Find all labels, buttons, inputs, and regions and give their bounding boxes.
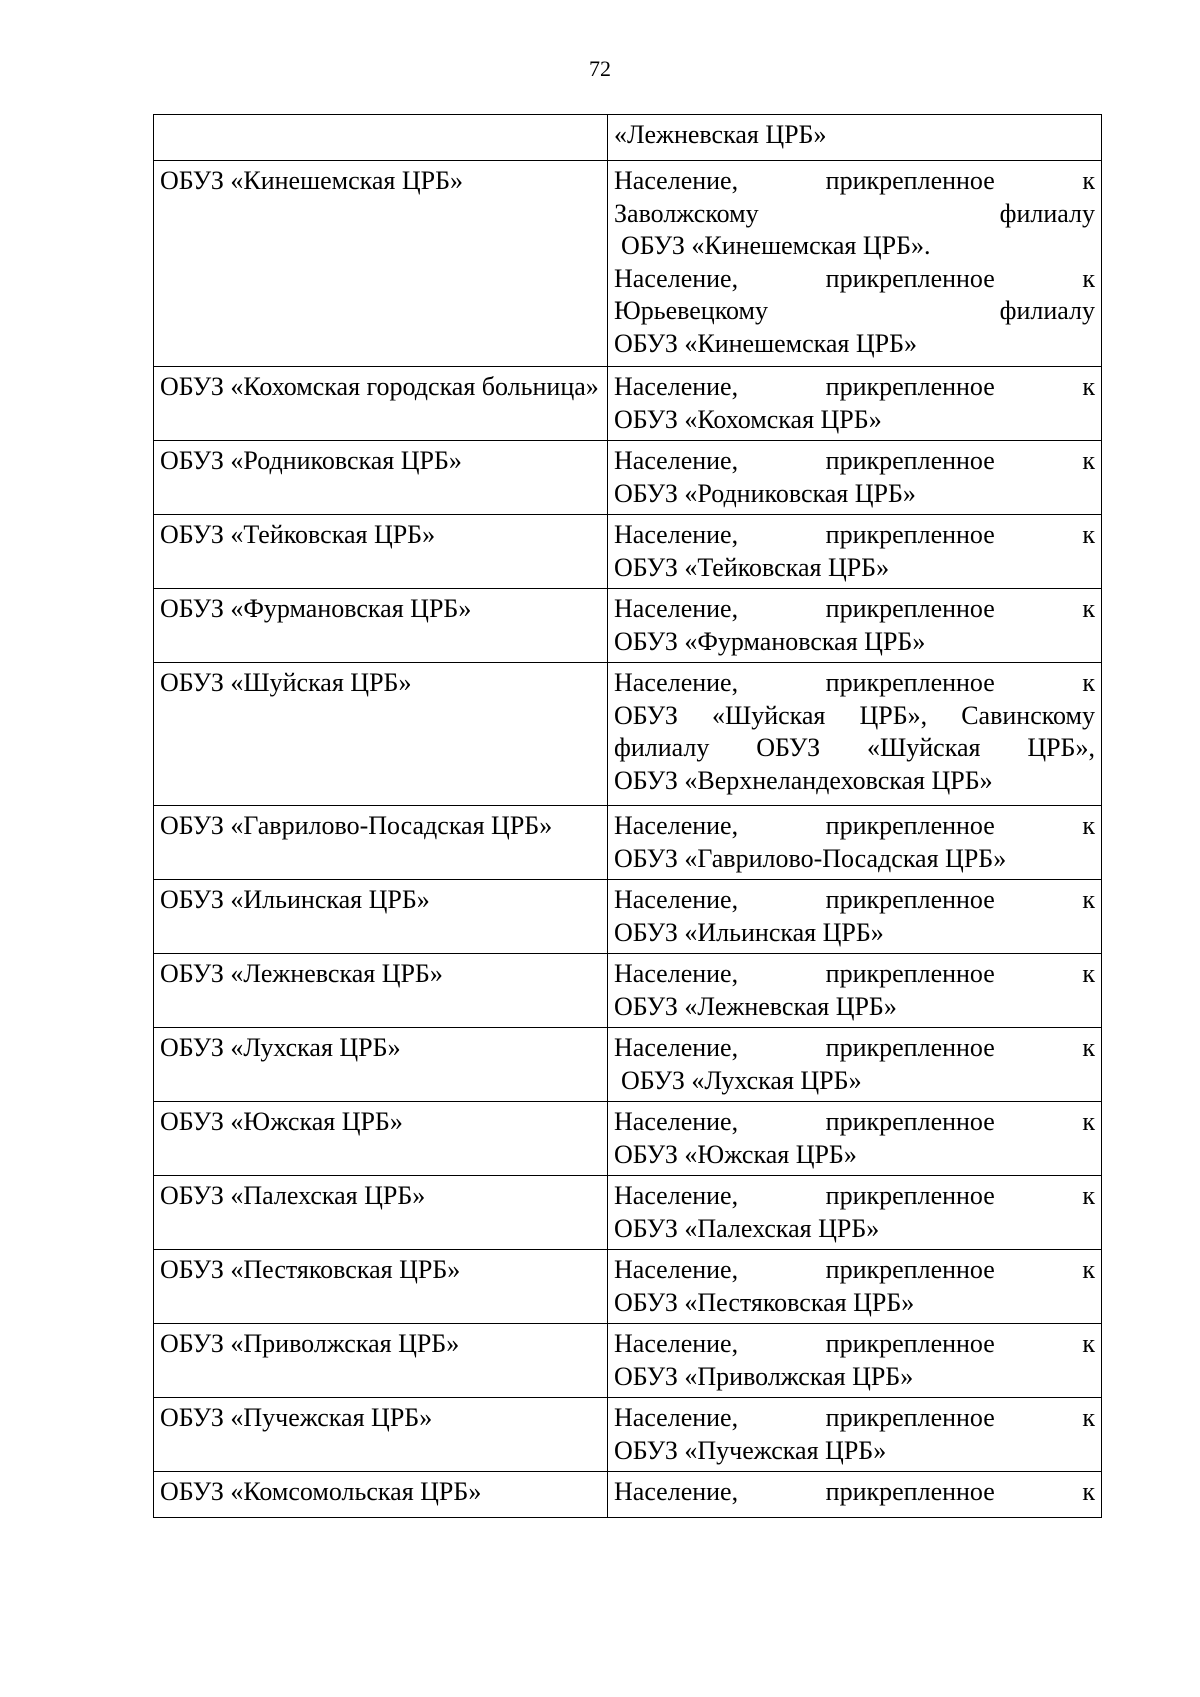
page-number: 72	[589, 56, 611, 81]
population-line: ОБУЗ «Ильинская ЦРБ»	[614, 917, 884, 947]
population-line: Население, прикрепленное к	[614, 1255, 1095, 1284]
population-line: ОБУЗ «Приволжская ЦРБ»	[614, 1361, 914, 1391]
population-line: Население, прикрепленное к	[614, 372, 1095, 401]
population-line: ОБУЗ «Кохомская ЦРБ»	[614, 404, 882, 434]
population-line: Население, прикрепленное к	[614, 1181, 1095, 1210]
population-line: «Лежневская ЦРБ»	[614, 120, 827, 149]
population-cell	[608, 161, 1102, 367]
population-cell	[608, 1398, 1102, 1472]
population-line: филиалу ОБУЗ «Шуйская ЦРБ»,	[614, 733, 1095, 762]
population-line: Население, прикрепленное к	[614, 594, 1095, 623]
population-line: Население, прикрепленное к	[614, 446, 1095, 475]
population-line: Население, прикрепленное к	[614, 1107, 1095, 1136]
population-cell	[608, 1250, 1102, 1324]
population-line: ОБУЗ «Фурмановская ЦРБ»	[614, 626, 926, 656]
organization-cell: ОБУЗ «Приволжская ЦРБ»	[154, 1324, 608, 1398]
table-row	[154, 1176, 1102, 1250]
population-line: ОБУЗ «Верхнеландеховская ЦРБ»	[614, 765, 993, 795]
organizations-table	[153, 114, 1102, 1518]
population-line: Население, прикрепленное к	[614, 520, 1095, 549]
organization-cell: ОБУЗ «Южская ЦРБ»	[154, 1102, 608, 1176]
organization-cell: ОБУЗ «Ильинская ЦРБ»	[154, 880, 608, 954]
population-line: Население, прикрепленное к	[614, 1403, 1095, 1432]
population-cell	[608, 441, 1102, 515]
organization-cell: ОБУЗ «Тейковская ЦРБ»	[154, 515, 608, 589]
population-cell	[608, 367, 1102, 441]
population-cell	[608, 115, 1102, 161]
organization-cell: ОБУЗ «Гаврилово-Посадская ЦРБ»	[154, 806, 608, 880]
population-line: ОБУЗ «Кинешемская ЦРБ».	[621, 231, 931, 260]
table-row	[154, 1324, 1102, 1398]
population-cell	[608, 1102, 1102, 1176]
table-row	[154, 1102, 1102, 1176]
population-cell	[608, 1324, 1102, 1398]
population-line: Заволжскому филиалу	[614, 198, 1095, 228]
table-row	[154, 161, 1102, 367]
population-line: ОБУЗ «Пучежская ЦРБ»	[614, 1435, 887, 1465]
table-row	[154, 880, 1102, 954]
population-cell	[608, 663, 1102, 806]
table-row	[154, 115, 1102, 161]
population-line: ОБУЗ «Гаврилово-Посадская ЦРБ»	[614, 843, 1007, 873]
population-line: Население, прикрепленное к	[614, 1329, 1095, 1358]
organization-cell: ОБУЗ «Комсомольская ЦРБ»	[154, 1472, 608, 1518]
table-body	[154, 115, 1102, 1518]
organization-cell: ОБУЗ «Палехская ЦРБ»	[154, 1176, 608, 1250]
organization-cell: ОБУЗ «Лежневская ЦРБ»	[154, 954, 608, 1028]
population-line: Население, прикрепленное к	[614, 668, 1095, 697]
population-cell	[608, 954, 1102, 1028]
population-line: ОБУЗ «Кинешемская ЦРБ»	[614, 328, 918, 358]
organization-cell: ОБУЗ «Пестяковская ЦРБ»	[154, 1250, 608, 1324]
population-line: ОБУЗ «Тейковская ЦРБ»	[614, 552, 890, 582]
organization-cell: ОБУЗ «Кохомская городская больница»	[154, 367, 608, 441]
table-row	[154, 1398, 1102, 1472]
population-line: Население, прикрепленное к	[614, 885, 1095, 914]
population-line: ОБУЗ «Пестяковская ЦРБ»	[614, 1287, 915, 1317]
table-row	[154, 954, 1102, 1028]
population-line: ОБУЗ «Лежневская ЦРБ»	[614, 991, 897, 1021]
population-cell	[608, 1176, 1102, 1250]
table-row	[154, 1250, 1102, 1324]
table-row	[154, 1028, 1102, 1102]
table-row	[154, 1472, 1102, 1518]
organization-cell	[154, 115, 608, 161]
table-row	[154, 367, 1102, 441]
population-cell	[608, 880, 1102, 954]
population-line: ОБУЗ «Родниковская ЦРБ»	[614, 478, 916, 508]
population-cell	[608, 589, 1102, 663]
population-line: Население, прикрепленное к	[614, 1477, 1095, 1506]
population-line: Население, прикрепленное к	[614, 959, 1095, 988]
table-row	[154, 515, 1102, 589]
table-row	[154, 441, 1102, 515]
population-cell	[608, 515, 1102, 589]
population-cell	[608, 1472, 1102, 1518]
population-line: ОБУЗ «Южская ЦРБ»	[614, 1139, 857, 1169]
organization-cell: ОБУЗ «Пучежская ЦРБ»	[154, 1398, 608, 1472]
organization-cell: ОБУЗ «Кинешемская ЦРБ»	[154, 161, 608, 367]
table-row	[154, 663, 1102, 806]
organization-cell: ОБУЗ «Лухская ЦРБ»	[154, 1028, 608, 1102]
table-row	[154, 589, 1102, 663]
population-line: Население, прикрепленное к	[614, 166, 1095, 195]
population-line: Население, прикрепленное к	[614, 1033, 1095, 1062]
population-cell	[608, 1028, 1102, 1102]
organization-cell: ОБУЗ «Фурмановская ЦРБ»	[154, 589, 608, 663]
population-line: Население, прикрепленное к	[614, 811, 1095, 840]
population-line: ОБУЗ «Палехская ЦРБ»	[614, 1213, 880, 1243]
population-line: Население, прикрепленное к	[614, 263, 1095, 293]
population-line: Юрьевецкому филиалу	[614, 296, 1095, 325]
population-line: ОБУЗ «Шуйская ЦРБ», Савинскому	[614, 700, 1095, 730]
table-row	[154, 806, 1102, 880]
population-line: ОБУЗ «Лухская ЦРБ»	[621, 1065, 862, 1095]
organization-cell: ОБУЗ «Шуйская ЦРБ»	[154, 663, 608, 806]
organization-cell: ОБУЗ «Родниковская ЦРБ»	[154, 441, 608, 515]
population-cell	[608, 806, 1102, 880]
